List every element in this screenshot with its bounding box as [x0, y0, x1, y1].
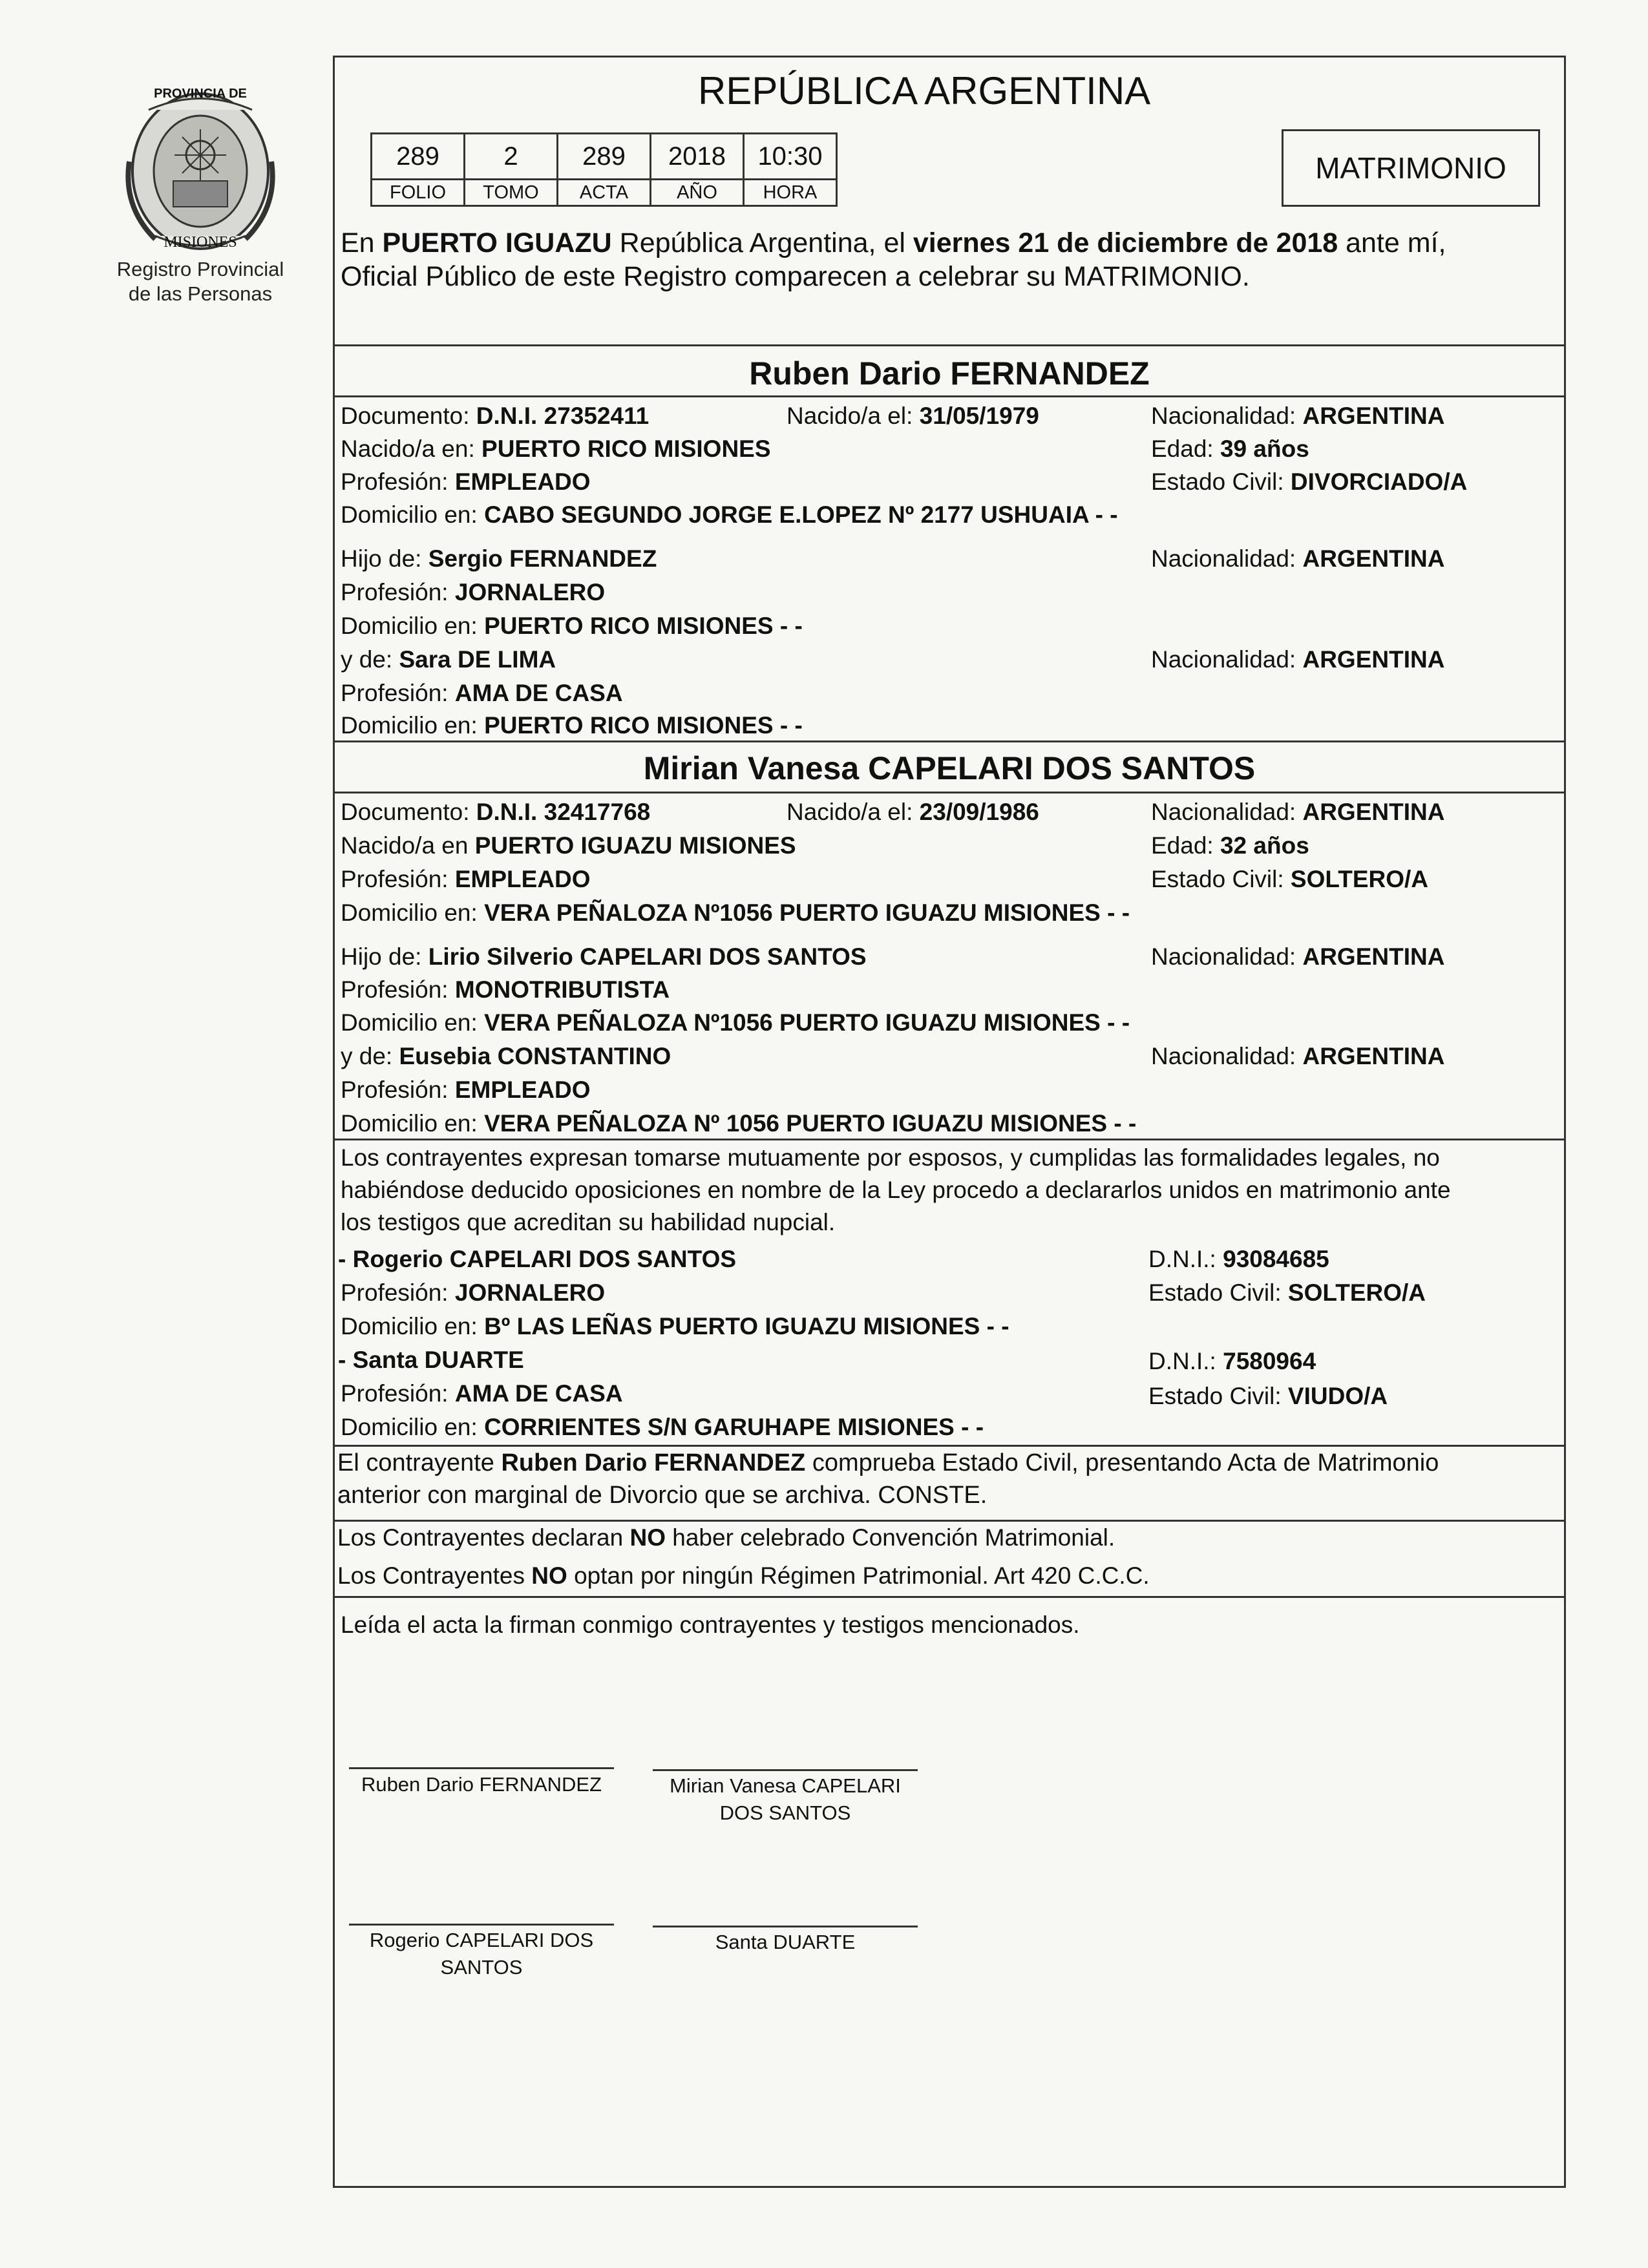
- signature-label-witness1: Rogerio CAPELARI DOS SANTOS: [369, 1929, 594, 1979]
- divider: [333, 1445, 1566, 1447]
- spouse1-mother-profession: Profesión: AMA DE CASA: [341, 680, 623, 706]
- intro-city: PUERTO IGUAZU: [382, 227, 612, 258]
- spouse1-father-address: Domicilio en: PUERTO RICO MISIONES - -: [341, 613, 803, 639]
- divider: [333, 395, 1566, 397]
- witness2-name: - Santa DUARTE: [338, 1347, 524, 1373]
- spouse2-birthplace: Nacido/a en PUERTO IGUAZU MISIONES: [341, 832, 796, 859]
- act-type-badge: MATRIMONIO: [1282, 129, 1540, 207]
- intro-line1: En PUERTO IGUAZU República Argentina, el viernes 21 de diciembre de 2018 ante mí,: [341, 227, 1446, 258]
- declaration-line3: los testigos que acreditan su habilidad nupcial.: [341, 1209, 836, 1235]
- witness2-civil-status: Estado Civil: VIUDO/A: [1148, 1383, 1388, 1409]
- spouse2-mother: y de: Eusebia CONSTANTINO: [341, 1043, 671, 1069]
- spouse2-profession: Profesión: EMPLEADO: [341, 866, 591, 892]
- signature-line: [349, 1924, 614, 1926]
- witness2-dni: D.N.I.: 7580964: [1148, 1348, 1316, 1374]
- closing-statement: Leída el acta la firman conmigo contrayentes y testigos mencionados.: [341, 1612, 1080, 1638]
- province-seal: [116, 84, 284, 258]
- witness2-address: Domicilio en: CORRIENTES S/N GARUHAPE MISIONES - -: [341, 1414, 984, 1440]
- regime-line2: Los Contrayentes NO optan por ningún Régimen Patrimonial. Art 420 C.C.C.: [337, 1562, 1150, 1589]
- divider: [333, 1520, 1566, 1522]
- divider: [333, 1596, 1566, 1598]
- spouse1-document: Documento: D.N.I. 27352411: [341, 403, 650, 429]
- spouse1-name: Ruben Dario FERNANDEZ: [749, 355, 1150, 392]
- spouse1-mother-nationality: Nacionalidad: ARGENTINA: [1151, 646, 1445, 673]
- seal-text-bottom: MISIONES: [164, 234, 237, 251]
- divider: [333, 792, 1566, 793]
- folio-label: FOLIO: [372, 180, 465, 206]
- hora-label: HORA: [744, 180, 837, 206]
- intro-line2: Oficial Público de este Registro comparecen a celebrar su MATRIMONIO.: [341, 261, 1250, 292]
- acta-value: 289: [558, 134, 651, 180]
- civil-status-note-line1: El contrayente Ruben Dario FERNANDEZ comprueba Estado Civil, presentando Acta de Matrimonio: [337, 1449, 1439, 1476]
- divider: [333, 740, 1566, 742]
- spouse1-profession: Profesión: EMPLEADO: [341, 468, 591, 495]
- regime-line1: Los Contrayentes declaran NO haber celebrado Convención Matrimonial.: [337, 1524, 1115, 1551]
- witness1-dni: D.N.I.: 93084685: [1148, 1246, 1329, 1272]
- spouse1-nationality: Nacionalidad: ARGENTINA: [1151, 403, 1445, 429]
- seal-emblem-icon: [116, 84, 284, 258]
- spouse2-mother-nationality: Nacionalidad: ARGENTINA: [1151, 1043, 1445, 1069]
- anio-value: 2018: [651, 134, 744, 180]
- tomo-value: 2: [465, 134, 558, 180]
- declaration-line1: Los contrayentes expresan tomarse mutuamente por esposos, y cumplidas las formalidades legales, no: [341, 1144, 1440, 1171]
- signature-line: [349, 1767, 614, 1769]
- record-cells: [370, 132, 838, 207]
- spouse2-name: Mirian Vanesa CAPELARI DOS SANTOS: [643, 750, 1256, 786]
- spouse2-father-nationality: Nacionalidad: ARGENTINA: [1151, 943, 1445, 970]
- spouse1-father-profession: Profesión: JORNALERO: [341, 579, 606, 605]
- signature-line: [653, 1769, 918, 1771]
- spouse2-father-address: Domicilio en: VERA PEÑALOZA Nº1056 PUERTO IGUAZU MISIONES - -: [341, 1009, 1130, 1036]
- signature-label-witness2: Santa DUARTE: [715, 1931, 856, 1953]
- spouse2-mother-address: Domicilio en: VERA PEÑALOZA Nº 1056 PUERTO IGUAZU MISIONES - -: [341, 1110, 1137, 1137]
- spouse1-age: Edad: 39 años: [1151, 436, 1309, 462]
- acta-label: ACTA: [558, 180, 651, 206]
- spouse2-father-profession: Profesión: MONOTRIBUTISTA: [341, 976, 670, 1003]
- registry-line1: Registro Provincial: [116, 258, 284, 280]
- spouse1-birthplace: Nacido/a en: PUERTO RICO MISIONES: [341, 436, 771, 462]
- divider: [333, 344, 1566, 346]
- hora-value: 10:30: [744, 134, 837, 180]
- tomo-label: TOMO: [465, 180, 558, 206]
- spouse1-civil-status: Estado Civil: DIVORCIADO/A: [1151, 468, 1468, 495]
- anio-label: AÑO: [651, 180, 744, 206]
- spouse2-mother-profession: Profesión: EMPLEADO: [341, 1076, 591, 1103]
- witness1-address: Domicilio en: Bº LAS LEÑAS PUERTO IGUAZU MISIONES - -: [341, 1313, 1009, 1339]
- witness1-civil-status: Estado Civil: SOLTERO/A: [1148, 1279, 1426, 1306]
- divider: [333, 1139, 1566, 1140]
- witness2-profession: Profesión: AMA DE CASA: [341, 1380, 623, 1407]
- spouse2-document: Documento: D.N.I. 32417768: [341, 799, 651, 825]
- registry-name: [90, 257, 310, 306]
- country-title: REPÚBLICA ARGENTINA: [698, 69, 1151, 112]
- signature-label-spouse2: Mirian Vanesa CAPELARI DOS SANTOS: [670, 1774, 901, 1824]
- intro-date: viernes 21 de diciembre de 2018: [913, 227, 1338, 258]
- spouse1-father: Hijo de: Sergio FERNANDEZ: [341, 545, 657, 572]
- signature-line: [653, 1926, 918, 1927]
- registry-line2: de las Personas: [128, 282, 273, 305]
- spouse1-father-nationality: Nacionalidad: ARGENTINA: [1151, 545, 1445, 572]
- spouse2-address: Domicilio en: VERA PEÑALOZA Nº1056 PUERTO IGUAZU MISIONES - -: [341, 899, 1130, 926]
- spouse2-nationality: Nacionalidad: ARGENTINA: [1151, 799, 1445, 825]
- folio-value: 289: [372, 134, 465, 180]
- spouse2-age: Edad: 32 años: [1151, 832, 1309, 859]
- spouse2-civil-status: Estado Civil: SOLTERO/A: [1151, 866, 1429, 892]
- spouse2-father: Hijo de: Lirio Silverio CAPELARI DOS SANTOS: [341, 943, 867, 970]
- signature-label-spouse1: Ruben Dario FERNANDEZ: [361, 1773, 602, 1796]
- spouse1-mother-address: Domicilio en: PUERTO RICO MISIONES - -: [341, 712, 803, 739]
- spouse2-birthdate: Nacido/a el: 23/09/1986: [787, 799, 1039, 825]
- witness1-profession: Profesión: JORNALERO: [341, 1279, 606, 1306]
- spouse1-address: Domicilio en: CABO SEGUNDO JORGE E.LOPEZ Nº 2177 USHUAIA - -: [341, 501, 1118, 528]
- spouse1-birthdate: Nacido/a el: 31/05/1979: [787, 403, 1039, 429]
- declaration-line2: habiéndose deducido oposiciones en nombre de la Ley procedo a declararlos unidos en matrimonio ante: [341, 1177, 1451, 1203]
- civil-status-note-line2: anterior con marginal de Divorcio que se archiva. CONSTE.: [337, 1482, 988, 1509]
- witness1-name: - Rogerio CAPELARI DOS SANTOS: [338, 1246, 737, 1272]
- spouse1-mother: y de: Sara DE LIMA: [341, 646, 556, 673]
- seal-text-top: PROVINCIA DE: [154, 87, 247, 101]
